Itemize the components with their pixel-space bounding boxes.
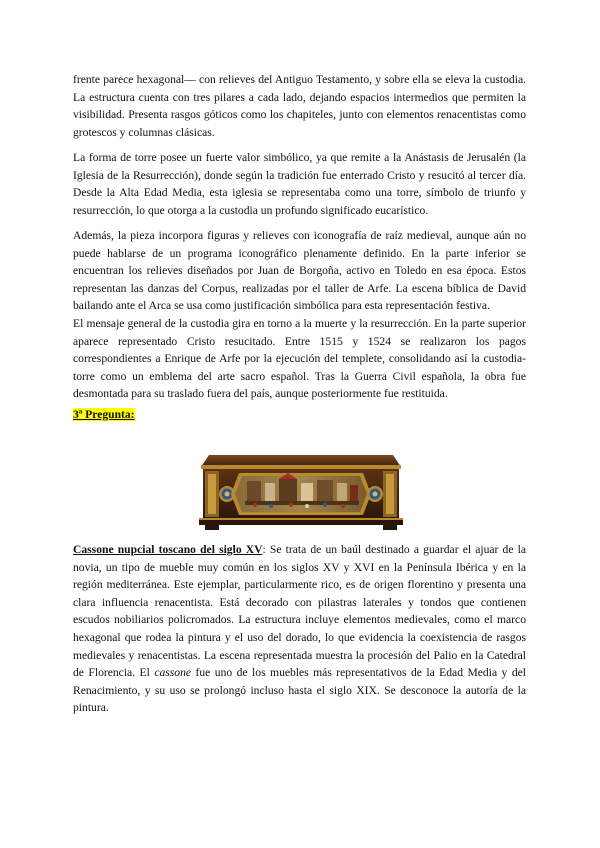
cassone-image <box>195 445 407 530</box>
paragraph-cassone <box>73 541 526 717</box>
paragraph-custodia-structure <box>73 71 526 141</box>
paragraph-text <box>73 541 526 717</box>
paragraph-general-message <box>73 315 526 403</box>
paragraph-text: La forma de torre posee un fuerte valor simbólico, ya que remite a la Anástasis de Jerusalén (la Iglesia de la Resurrección), donde según la tradición fue enterrado Cristo y resucitó al tercer día. Desde la Alta Edad Media, esta iglesia se representaba como una torre, símbolo de triunfo y resurrección, lo que otorga a la custodia un profundo significado eucarístico. <box>73 151 526 217</box>
cassone-text-b: fue uno de los muebles más representativos de la Edad Media y del Renacimiento, y su uso se prolongó incluso hasta el siglo XIX. Se desconoce la autoría de la pintura. <box>73 666 526 715</box>
paragraph-text: El mensaje general de la custodia gira en torno a la muerte y la resurrección. En la parte superior aparece representado Cristo resucitado. Entre 1515 y 1524 se realizaron los pagos correspondientes a Enrique de Arfe por la ejecución del templete, consolidando así la custodia-torre como un emblema del arte sacro español. Tras la Guerra Civil española, la obra fue desmontada para su traslado fuera del país, aunque posteriormente fue restituida. <box>73 317 526 401</box>
cassone-chest-illustration <box>195 445 407 530</box>
question-heading <box>73 408 135 422</box>
cassone-italic-term: cassone <box>154 666 192 680</box>
paragraph-iconography <box>73 227 526 315</box>
question-heading-text: 3ª Pregunta: <box>73 408 135 421</box>
paragraph-text: Además, la pieza incorpora figuras y relieves con iconografía de raíz medieval, aunque aún no puede hablarse de un programa iconográfico plenamente definido. En la parte inferior se encuentran los relieves diseñados por Juan de Borgoña, activo en Toledo en esa época. Estos representan las danzas del Corpus, realizadas por el taller de Arfe. La escena bíblica de David bailando ante el Arca se usa como justificación simbólica para esta representación festiva. <box>73 229 526 313</box>
paragraph-text: frente parece hexagonal— con relieves del Antiguo Testamento, y sobre ella se eleva la custodia. La estructura cuenta con tres pilares a cada lado, dejando espacios intermedios que permiten la visibilidad. Presenta rasgos góticos como los chapiteles, junto con elementos renacentistas como grotescos y columnas clásicas. <box>73 73 526 139</box>
paragraph-tower-symbolism <box>73 149 526 219</box>
cassone-title: Cassone nupcial toscano del siglo XV <box>73 543 263 556</box>
cassone-text-a: : Se trata de un baúl destinado a guardar el ajuar de la novia, un tipo de mueble muy común en los siglos XV y XVI en la Península Ibérica y en la región mediterránea. Este ejemplar, particularmente rico, es de origen florentino y presenta una clara influencia renacentista. Está decorado con pilastras laterales y tondos que contienen escudos nobiliarios policromados. La estructura incluye elementos medievales, como el marco hexagonal que rodea la pintura y el uso del dorado, lo que evidencia la coexistencia de rasgos medievales y renacentistas. La escena representada muestra la procesión del Palio en la Catedral de Florencia. El <box>73 543 526 680</box>
